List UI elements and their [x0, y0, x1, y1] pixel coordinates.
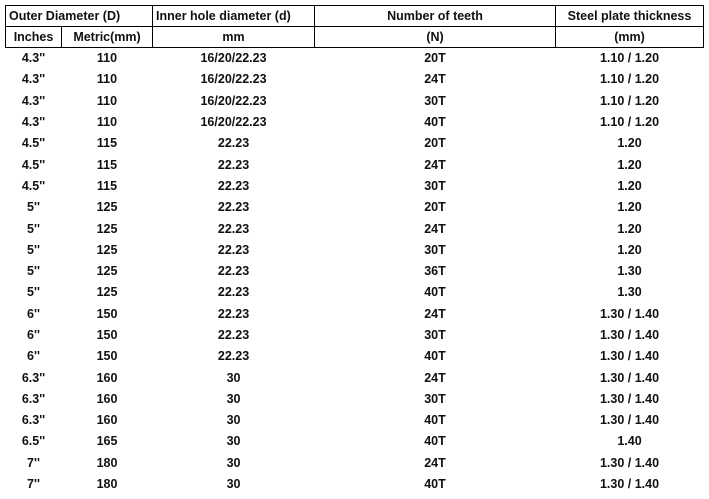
cell-inches: 4.5'' [21, 178, 46, 193]
cell-thickness: 1.10 / 1.20 [599, 93, 660, 108]
cell-teeth: 24T [424, 370, 446, 385]
table-row [6, 175, 704, 196]
cell-inner-hole: 22.23 [217, 349, 250, 364]
cell-inches: 6'' [27, 349, 40, 364]
cell-thickness: 1.20 [617, 157, 642, 172]
cell-thickness: 1.40 [617, 434, 642, 449]
table-row [6, 303, 704, 324]
cell-metric: 125 [96, 221, 118, 236]
cell-metric: 150 [96, 328, 118, 342]
cell-inner-hole: 22.23 [217, 200, 250, 215]
cell-metric: 125 [96, 264, 118, 279]
cell-teeth: 40T [424, 349, 446, 364]
cell-thickness: 1.20 [617, 136, 642, 151]
unit-thickness: (mm) [556, 27, 704, 48]
cell-teeth: 24T [424, 455, 446, 470]
table-row [6, 367, 704, 388]
cell-thickness: 1.20 [617, 178, 642, 193]
cell-thickness: 1.10 / 1.20 [599, 51, 660, 66]
cell-teeth: 20T [424, 200, 446, 215]
cell-inner-hole: 30 [226, 391, 241, 406]
cell-teeth: 24T [424, 306, 446, 321]
cell-teeth: 40T [424, 477, 446, 492]
cell-inches: 6'' [27, 306, 40, 321]
cell-inches: 4.3'' [21, 115, 46, 130]
cell-inner-hole: 22.23 [217, 136, 250, 151]
cell-inner-hole: 30 [226, 434, 241, 449]
header-outer-diameter: Outer Diameter (D) [6, 6, 153, 27]
cell-inner-hole: 16/20/22.23 [200, 93, 267, 108]
cell-teeth: 24T [424, 157, 446, 172]
cell-metric: 180 [96, 455, 118, 470]
cell-inches: 5'' [27, 285, 40, 300]
header-inner-hole-diameter: Inner hole diameter (d) [153, 6, 315, 27]
cell-metric: 115 [96, 136, 118, 151]
cell-teeth: 20T [424, 51, 446, 66]
cell-teeth: 40T [424, 434, 446, 449]
cell-teeth: 40T [424, 115, 446, 130]
table-row [6, 473, 704, 494]
table-row [6, 218, 704, 239]
cell-teeth: 24T [424, 72, 446, 87]
cell-metric: 160 [96, 370, 118, 385]
table-row [6, 260, 704, 281]
cell-inches: 6.3'' [21, 413, 46, 428]
cell-teeth: 30T [424, 93, 446, 108]
cell-metric: 125 [96, 285, 118, 300]
cell-metric: 180 [96, 477, 118, 492]
cell-inner-hole: 22.23 [217, 157, 250, 172]
cell-thickness: 1.30 [617, 285, 642, 300]
table-row [6, 197, 704, 218]
cell-thickness: 1.30 / 1.40 [599, 349, 660, 364]
cell-teeth: 40T [424, 413, 446, 428]
cell-teeth: 40T [424, 285, 446, 300]
cell-thickness: 1.30 / 1.40 [599, 391, 660, 406]
cell-metric: 150 [96, 306, 118, 321]
table-row [6, 410, 704, 431]
spec-sheet [5, 5, 703, 495]
cell-inner-hole: 30 [226, 477, 241, 492]
cell-thickness: 1.30 / 1.40 [599, 306, 660, 321]
unit-metric: Metric(mm) [62, 27, 153, 48]
cell-inches: 5'' [27, 200, 40, 215]
table-row [6, 346, 704, 367]
unit-inner-mm: mm [153, 27, 315, 48]
cell-metric: 110 [96, 51, 118, 66]
cell-metric: 110 [96, 115, 118, 130]
cell-inner-hole: 30 [226, 370, 241, 385]
cell-inner-hole: 16/20/22.23 [200, 115, 267, 130]
cell-teeth: 30T [424, 328, 446, 342]
cell-thickness: 1.30 / 1.40 [599, 455, 660, 470]
cell-inches: 4.3'' [21, 51, 46, 66]
table-body [6, 48, 704, 495]
cell-inner-hole: 16/20/22.23 [200, 72, 267, 87]
cell-metric: 125 [96, 242, 118, 257]
cell-thickness: 1.30 / 1.40 [599, 328, 660, 342]
cell-inches: 4.3'' [21, 93, 46, 108]
saw-blade-spec-table [5, 5, 704, 495]
cell-metric: 110 [96, 93, 118, 108]
cell-metric: 125 [96, 200, 118, 215]
cell-metric: 160 [96, 391, 118, 406]
cell-teeth: 36T [424, 264, 446, 279]
cell-inner-hole: 22.23 [217, 178, 250, 193]
table-row [6, 324, 704, 345]
cell-thickness: 1.10 / 1.20 [599, 115, 660, 130]
cell-thickness: 1.30 / 1.40 [599, 413, 660, 428]
cell-inches: 4.3'' [21, 72, 46, 87]
cell-inner-hole: 22.23 [217, 242, 250, 257]
cell-inner-hole: 16/20/22.23 [200, 51, 267, 66]
table-row [6, 133, 704, 154]
cell-inches: 5'' [27, 264, 40, 279]
header-row [6, 6, 704, 27]
cell-inches: 6.5'' [21, 434, 46, 449]
cell-metric: 110 [96, 72, 118, 87]
cell-teeth: 24T [424, 221, 446, 236]
cell-thickness: 1.30 / 1.40 [599, 477, 660, 492]
table-row [6, 452, 704, 473]
unit-inches: Inches [6, 27, 62, 48]
unit-row [6, 27, 704, 48]
cell-metric: 160 [96, 413, 118, 428]
cell-teeth: 20T [424, 136, 446, 151]
cell-metric: 165 [96, 434, 118, 449]
table-row [6, 154, 704, 175]
cell-inner-hole: 22.23 [217, 328, 250, 342]
cell-inner-hole: 22.23 [217, 264, 250, 279]
cell-inches: 7'' [27, 455, 40, 470]
cell-inner-hole: 22.23 [217, 221, 250, 236]
cell-inches: 6.3'' [21, 370, 46, 385]
table-row [6, 69, 704, 90]
cell-inches: 5'' [27, 242, 40, 257]
cell-thickness: 1.20 [617, 242, 642, 257]
header-number-of-teeth: Number of teeth [315, 6, 556, 27]
table-row [6, 90, 704, 111]
cell-metric: 115 [96, 157, 118, 172]
cell-inches: 7'' [27, 477, 40, 492]
unit-teeth: (N) [315, 27, 556, 48]
cell-inches: 4.5'' [21, 136, 46, 151]
cell-teeth: 30T [424, 178, 446, 193]
cell-inner-hole: 30 [226, 455, 241, 470]
cell-inner-hole: 22.23 [217, 306, 250, 321]
cell-inner-hole: 30 [226, 413, 241, 428]
table-row [6, 111, 704, 132]
table-row [6, 431, 704, 452]
cell-thickness: 1.30 / 1.40 [599, 370, 660, 385]
cell-inches: 6'' [27, 328, 40, 342]
cell-inches: 5'' [27, 221, 40, 236]
cell-teeth: 30T [424, 242, 446, 257]
cell-teeth: 30T [424, 391, 446, 406]
cell-inches: 4.5'' [21, 157, 46, 172]
cell-thickness: 1.30 [617, 264, 642, 279]
cell-inches: 6.3'' [21, 391, 46, 406]
cell-thickness: 1.10 / 1.20 [599, 72, 660, 87]
cell-metric: 115 [96, 178, 118, 193]
table-row [6, 48, 704, 69]
cell-metric: 150 [96, 349, 118, 364]
cell-thickness: 1.20 [617, 221, 642, 236]
cell-inner-hole: 22.23 [217, 285, 250, 300]
table-row [6, 239, 704, 260]
table-row [6, 282, 704, 303]
cell-thickness: 1.20 [617, 200, 642, 215]
table-row [6, 388, 704, 409]
header-steel-plate-thickness: Steel plate thickness [556, 6, 704, 27]
